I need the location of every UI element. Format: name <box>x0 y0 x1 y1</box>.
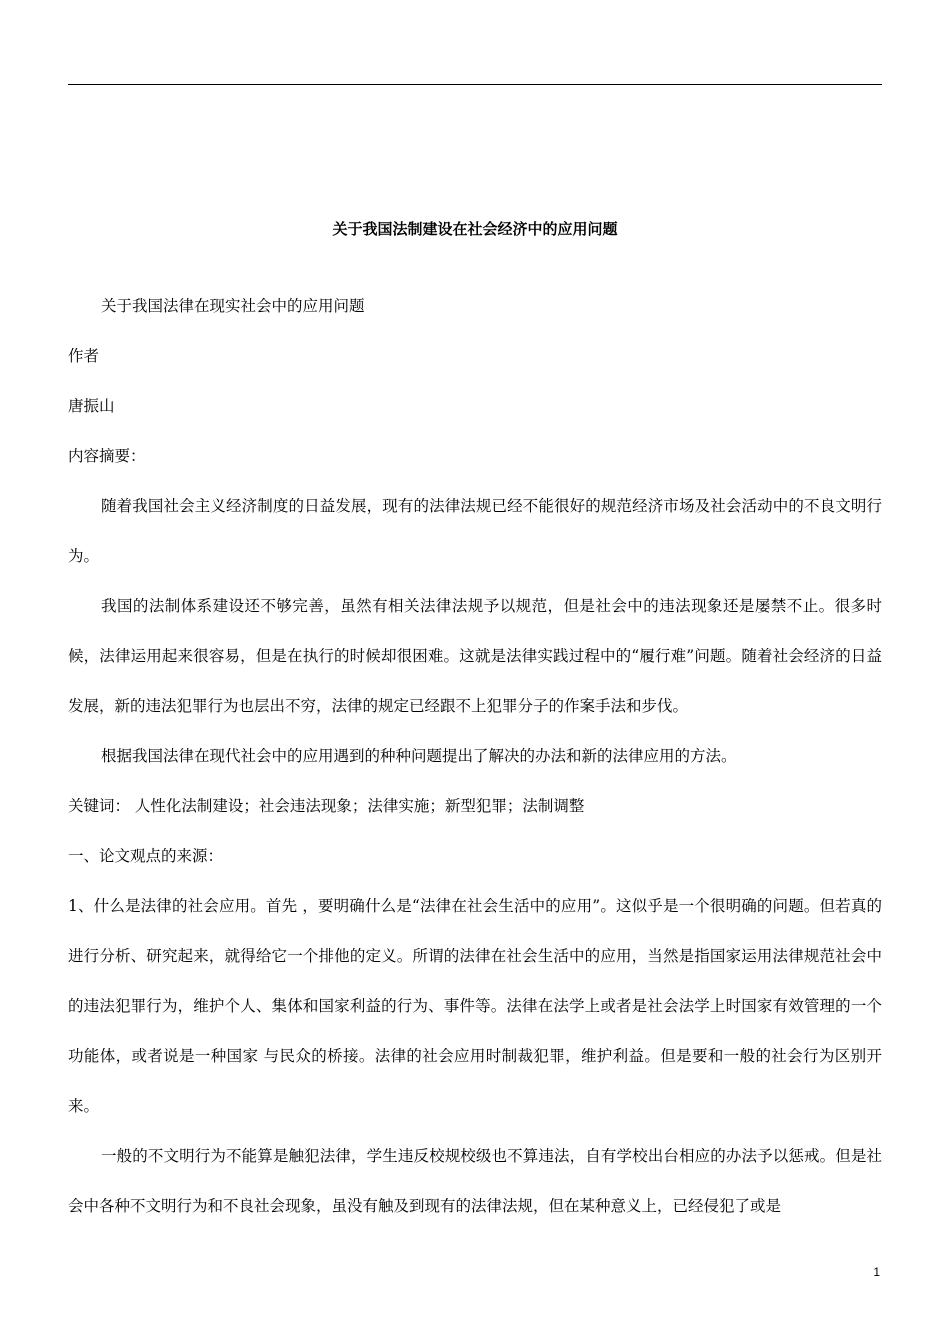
page-number: 1 <box>873 1265 880 1279</box>
section-paragraph-2: 一般的不文明行为不能算是触犯法律，学生违反校规校级也不算违法，自有学校出台相应的办法予以惩戒。但是社会中各种不文明行为和不良社会现象，虽没有触及到现有的法律法规，但在某种意义上，已经侵犯了或是 <box>68 1147 882 1215</box>
abstract-paragraph-1: 随着我国社会主义经济制度的日益发展，现有的法律法规已经不能很好的规范经济市场及社会活动中的不良文明行为。 <box>68 497 882 565</box>
author-name: 唐振山 <box>68 397 115 415</box>
author-label: 作者 <box>68 347 100 365</box>
abstract-paragraph-2: 我国的法制体系建设还不够完善，虽然有相关法律法规予以规范，但是社会中的违法现象还是屡禁不止。很多时候，法律运用起来很容易，但是在执行的时候却很困难。这就是法律实践过程中的“履行难”问题。随着社会经济的日益发展，新的违法犯罪行为也层出不穷，法律的规定已经跟不上犯罪分子的作案手法和步伐。 <box>68 597 882 715</box>
section-paragraph-1: 1、什么是法律的社会应用。首先 ，要明确什么是“法律在社会生活中的应用”。这似乎是一个很明确的问题。但若真的进行分析、研究起来，就得给它一个排他的定义。所谓的法律在社会生活中的应用，当然是指国家运用法律规范社会中的违法犯罪行为，维护个人、集体和国家利益的行为、事件等。法律在法学上或者是社会法学上时国家有效管理的一个功能体，或者说是一种国家 与民众的桥接。法律的社会应用时制裁犯罪，维护利益。但是要和一般的社会行为区别开来。 <box>68 897 882 1115</box>
document-body <box>68 281 882 1231</box>
section-heading: 一、论文观点的来源： <box>68 847 224 865</box>
abstract-label: 内容摘要： <box>68 447 146 465</box>
keywords-line: 关键词： 人性化法制建设；社会违法现象；法律实施；新型犯罪；法制调整 <box>68 797 585 815</box>
header-rule <box>68 84 882 85</box>
document-title: 关于我国法制建设在社会经济中的应用问题 <box>332 220 618 238</box>
subtitle-paragraph: 关于我国法律在现实社会中的应用问题 <box>101 297 365 315</box>
abstract-paragraph-3: 根据我国法律在现代社会中的应用遇到的种种问题提出了解决的办法和新的法律应用的方法。 <box>101 747 737 765</box>
